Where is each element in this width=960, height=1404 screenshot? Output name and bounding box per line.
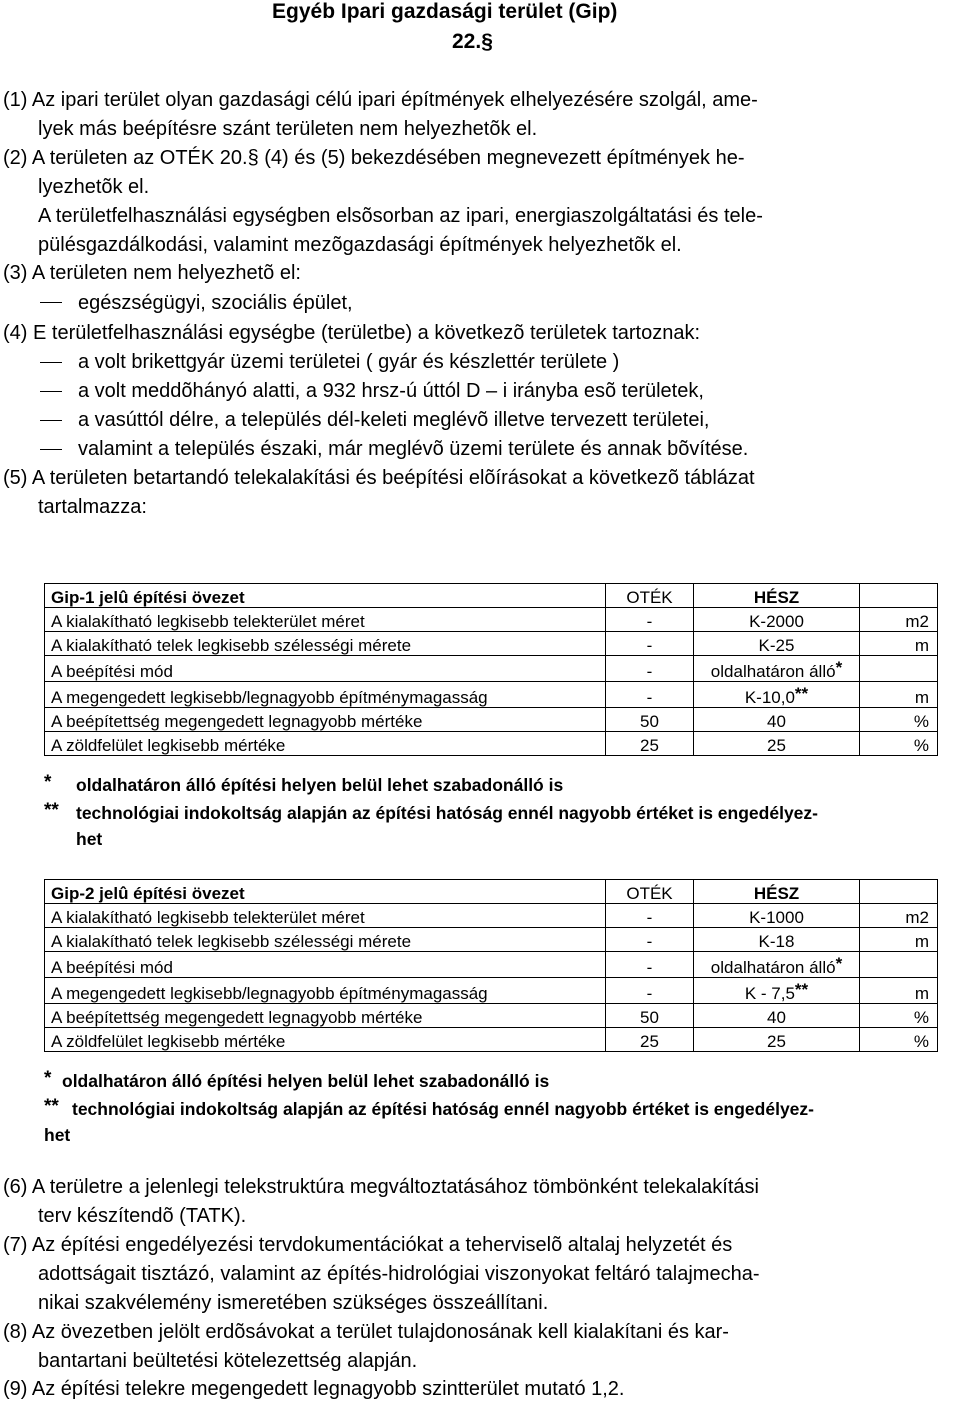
- row-label: A kialakítható telek legkisebb szélességi mérete: [45, 632, 606, 656]
- unit-column-header: [860, 880, 938, 904]
- row-label: A beépítési mód: [45, 656, 606, 682]
- table-header-row: [45, 880, 938, 904]
- paragraph-2-line-3: A területfelhasználási egységben elsõsorban az ipari, energiaszolgáltatási és tele-: [38, 205, 763, 227]
- hesz-value: [694, 656, 860, 682]
- paragraph-6-line-1: (6) A területre a jelenlegi telekstruktúra megváltoztatásához tömbönként telekalakítási: [3, 1176, 759, 1198]
- paragraph-1-line-1: (1) Az ipari terület olyan gazdasági célú ipari építmények elhelyezésére szolgál, ame-: [3, 89, 758, 111]
- footnote-2-marker: **: [44, 1096, 59, 1117]
- otek-value: -: [606, 978, 694, 1004]
- table-row: [45, 904, 938, 928]
- zoning-table-gip-1: [44, 583, 938, 756]
- table-row: [45, 656, 938, 682]
- hesz-value: K-25: [694, 632, 860, 656]
- footnote-1-marker: *: [44, 772, 52, 793]
- unit-value: m: [860, 682, 938, 708]
- section-number: 22.§: [452, 30, 493, 53]
- unit-value: m2: [860, 904, 938, 928]
- footnote-2-text-cont: het: [44, 1125, 71, 1145]
- footnote-2-text: technológiai indokoltság alapján az építési hatóság ennél nagyobb értéket is engedélyez-: [76, 803, 818, 823]
- unit-value: %: [860, 1028, 938, 1052]
- paragraph-7-line-2: adottságait tisztázó, valamint az építés-hidrológiai viszonyokat feltáró talajmecha-: [38, 1263, 760, 1285]
- hesz-value: K-18: [694, 928, 860, 952]
- footnote-2-text-cont: het: [76, 829, 103, 849]
- zone-name: Gip-2 jelû építési övezet: [45, 880, 606, 904]
- unit-value: %: [860, 732, 938, 756]
- paragraph-6-line-2: terv készítendõ (TATK).: [38, 1205, 247, 1227]
- table-row: [45, 732, 938, 756]
- zone-name: Gip-1 jelû építési övezet: [45, 584, 606, 608]
- hesz-value: K-2000: [694, 608, 860, 632]
- otek-value: 50: [606, 1004, 694, 1028]
- footnote-1-text: oldalhatáron álló építési helyen belül lehet szabadonálló is: [76, 775, 564, 795]
- row-label: A kialakítható legkisebb telekterület méret: [45, 608, 606, 632]
- row-label: A kialakítható legkisebb telekterület méret: [45, 904, 606, 928]
- table-row: [45, 1028, 938, 1052]
- row-label: A beépítettség megengedett legnagyobb mértéke: [45, 1004, 606, 1028]
- row-label: A beépítettség megengedett legnagyobb mértéke: [45, 708, 606, 732]
- unit-value: [860, 656, 938, 682]
- otek-value: -: [606, 656, 694, 682]
- paragraph-2-line-1: (2) A területen az OTÉK 20.§ (4) és (5) bekezdésében megnevezett építmények he-: [3, 147, 745, 169]
- footnote-2-text: technológiai indokoltság alapján az építési hatóság ennél nagyobb értéket is engedélyez-: [72, 1099, 814, 1119]
- document-title: Egyéb Ipari gazdasági terület (Gip): [272, 0, 618, 23]
- unit-value: %: [860, 708, 938, 732]
- unit-value: [860, 952, 938, 978]
- paragraph-4-line-1: (4) E területfelhasználási egységbe (területbe) a következõ területek tartoznak:: [3, 322, 701, 344]
- row-label: A zöldfelület legkisebb mértéke: [45, 1028, 606, 1052]
- paragraph-7-line-3: nikai szakvélemény ismeretében szükséges összeállítani.: [38, 1292, 549, 1314]
- table-row: [45, 682, 938, 708]
- paragraph-2-line-2: lyezhetõk el.: [38, 176, 150, 198]
- hesz-value-text: oldalhatáron álló: [710, 662, 836, 681]
- table-row: [45, 608, 938, 632]
- table-row: [45, 978, 938, 1004]
- otek-value: -: [606, 928, 694, 952]
- paragraph-4-item: valamint a település északi, már meglévõ üzemi területe és annak bõvítése.: [78, 438, 749, 460]
- bullet-dash: [40, 302, 62, 303]
- hesz-value: 25: [694, 732, 860, 756]
- row-label: A kialakítható telek legkisebb szélességi mérete: [45, 928, 606, 952]
- paragraph-3-line-1: (3) A területen nem helyezhetõ el:: [3, 262, 301, 284]
- hesz-value: 25: [694, 1028, 860, 1052]
- table-row: [45, 928, 938, 952]
- otek-value: -: [606, 682, 694, 708]
- footnote-marker: **: [794, 980, 809, 999]
- otek-column-header: OTÉK: [606, 880, 694, 904]
- paragraph-8-line-2: bantartani beültetési kötelezettség alapján.: [38, 1350, 418, 1372]
- bullet-dash: [40, 449, 62, 450]
- row-label: A megengedett legkisebb/legnagyobb építménymagasság: [45, 978, 606, 1004]
- row-label: A beépítési mód: [45, 952, 606, 978]
- hesz-value: 40: [694, 708, 860, 732]
- footnote-marker: **: [794, 684, 809, 703]
- unit-value: m: [860, 928, 938, 952]
- table-row: [45, 952, 938, 978]
- otek-value: -: [606, 632, 694, 656]
- footnote-marker: *: [835, 658, 843, 677]
- paragraph-7-line-1: (7) Az építési engedélyezési tervdokumentációkat a teherviselõ altalaj helyzetét és: [3, 1234, 733, 1256]
- hesz-value-text: K-10,0: [744, 688, 795, 707]
- unit-value: m: [860, 632, 938, 656]
- otek-value: -: [606, 904, 694, 928]
- unit-column-header: [860, 584, 938, 608]
- paragraph-3-item-1: egészségügyi, szociális épület,: [78, 292, 353, 314]
- bullet-dash: [40, 362, 62, 363]
- otek-value: 50: [606, 708, 694, 732]
- footnote-1-text: oldalhatáron álló építési helyen belül lehet szabadonálló is: [62, 1071, 550, 1091]
- paragraph-5-line-2: tartalmazza:: [38, 496, 147, 518]
- unit-value: m: [860, 978, 938, 1004]
- otek-column-header: OTÉK: [606, 584, 694, 608]
- hesz-value: [694, 682, 860, 708]
- paragraph-2-line-4: pülésgazdálkodási, valamint mezõgazdasági építmények helyezhetõk el.: [38, 234, 682, 256]
- zoning-table-gip-2: [44, 879, 938, 1052]
- otek-value: -: [606, 608, 694, 632]
- bullet-dash: [40, 391, 62, 392]
- table-row: [45, 708, 938, 732]
- paragraph-4-item: a vasúttól délre, a település dél-keleti meglévõ illetve tervezett területei,: [78, 409, 710, 431]
- unit-value: m2: [860, 608, 938, 632]
- row-label: A zöldfelület legkisebb mértéke: [45, 732, 606, 756]
- table-header-row: [45, 584, 938, 608]
- footnote-marker: *: [835, 954, 843, 973]
- hesz-value-text: K - 7,5: [744, 984, 795, 1003]
- paragraph-4-item: a volt brikettgyár üzemi területei ( gyár és készlettér területe ): [78, 351, 620, 373]
- unit-value: %: [860, 1004, 938, 1028]
- hesz-value: 40: [694, 1004, 860, 1028]
- footnote-1-marker: *: [44, 1068, 52, 1089]
- bullet-dash: [40, 420, 62, 421]
- table-row: [45, 632, 938, 656]
- hesz-value: [694, 978, 860, 1004]
- table-row: [45, 1004, 938, 1028]
- footnote-2-marker: **: [44, 800, 59, 821]
- paragraph-9-line-1: (9) Az építési telekre megengedett legnagyobb szintterület mutató 1,2.: [3, 1378, 625, 1400]
- paragraph-8-line-1: (8) Az övezetben jelölt erdõsávokat a terület tulajdonosának kell kialakítani és kar-: [3, 1321, 729, 1343]
- paragraph-1-line-2: lyek más beépítésre szánt területen nem helyezhetõk el.: [38, 118, 538, 140]
- paragraph-5-line-1: (5) A területen betartandó telekalakítási és beépítési elõírásokat a következõ táblázat: [3, 467, 755, 489]
- hesz-value: K-1000: [694, 904, 860, 928]
- hesz-value-text: oldalhatáron álló: [710, 958, 836, 977]
- paragraph-4-item: a volt meddõhányó alatti, a 932 hrsz-ú úttól D – i irányba esõ területek,: [78, 380, 704, 402]
- hesz-column-header: HÉSZ: [694, 584, 860, 608]
- otek-value: 25: [606, 732, 694, 756]
- hesz-value: [694, 952, 860, 978]
- row-label: A megengedett legkisebb/legnagyobb építménymagasság: [45, 682, 606, 708]
- hesz-column-header: HÉSZ: [694, 880, 860, 904]
- otek-value: 25: [606, 1028, 694, 1052]
- otek-value: -: [606, 952, 694, 978]
